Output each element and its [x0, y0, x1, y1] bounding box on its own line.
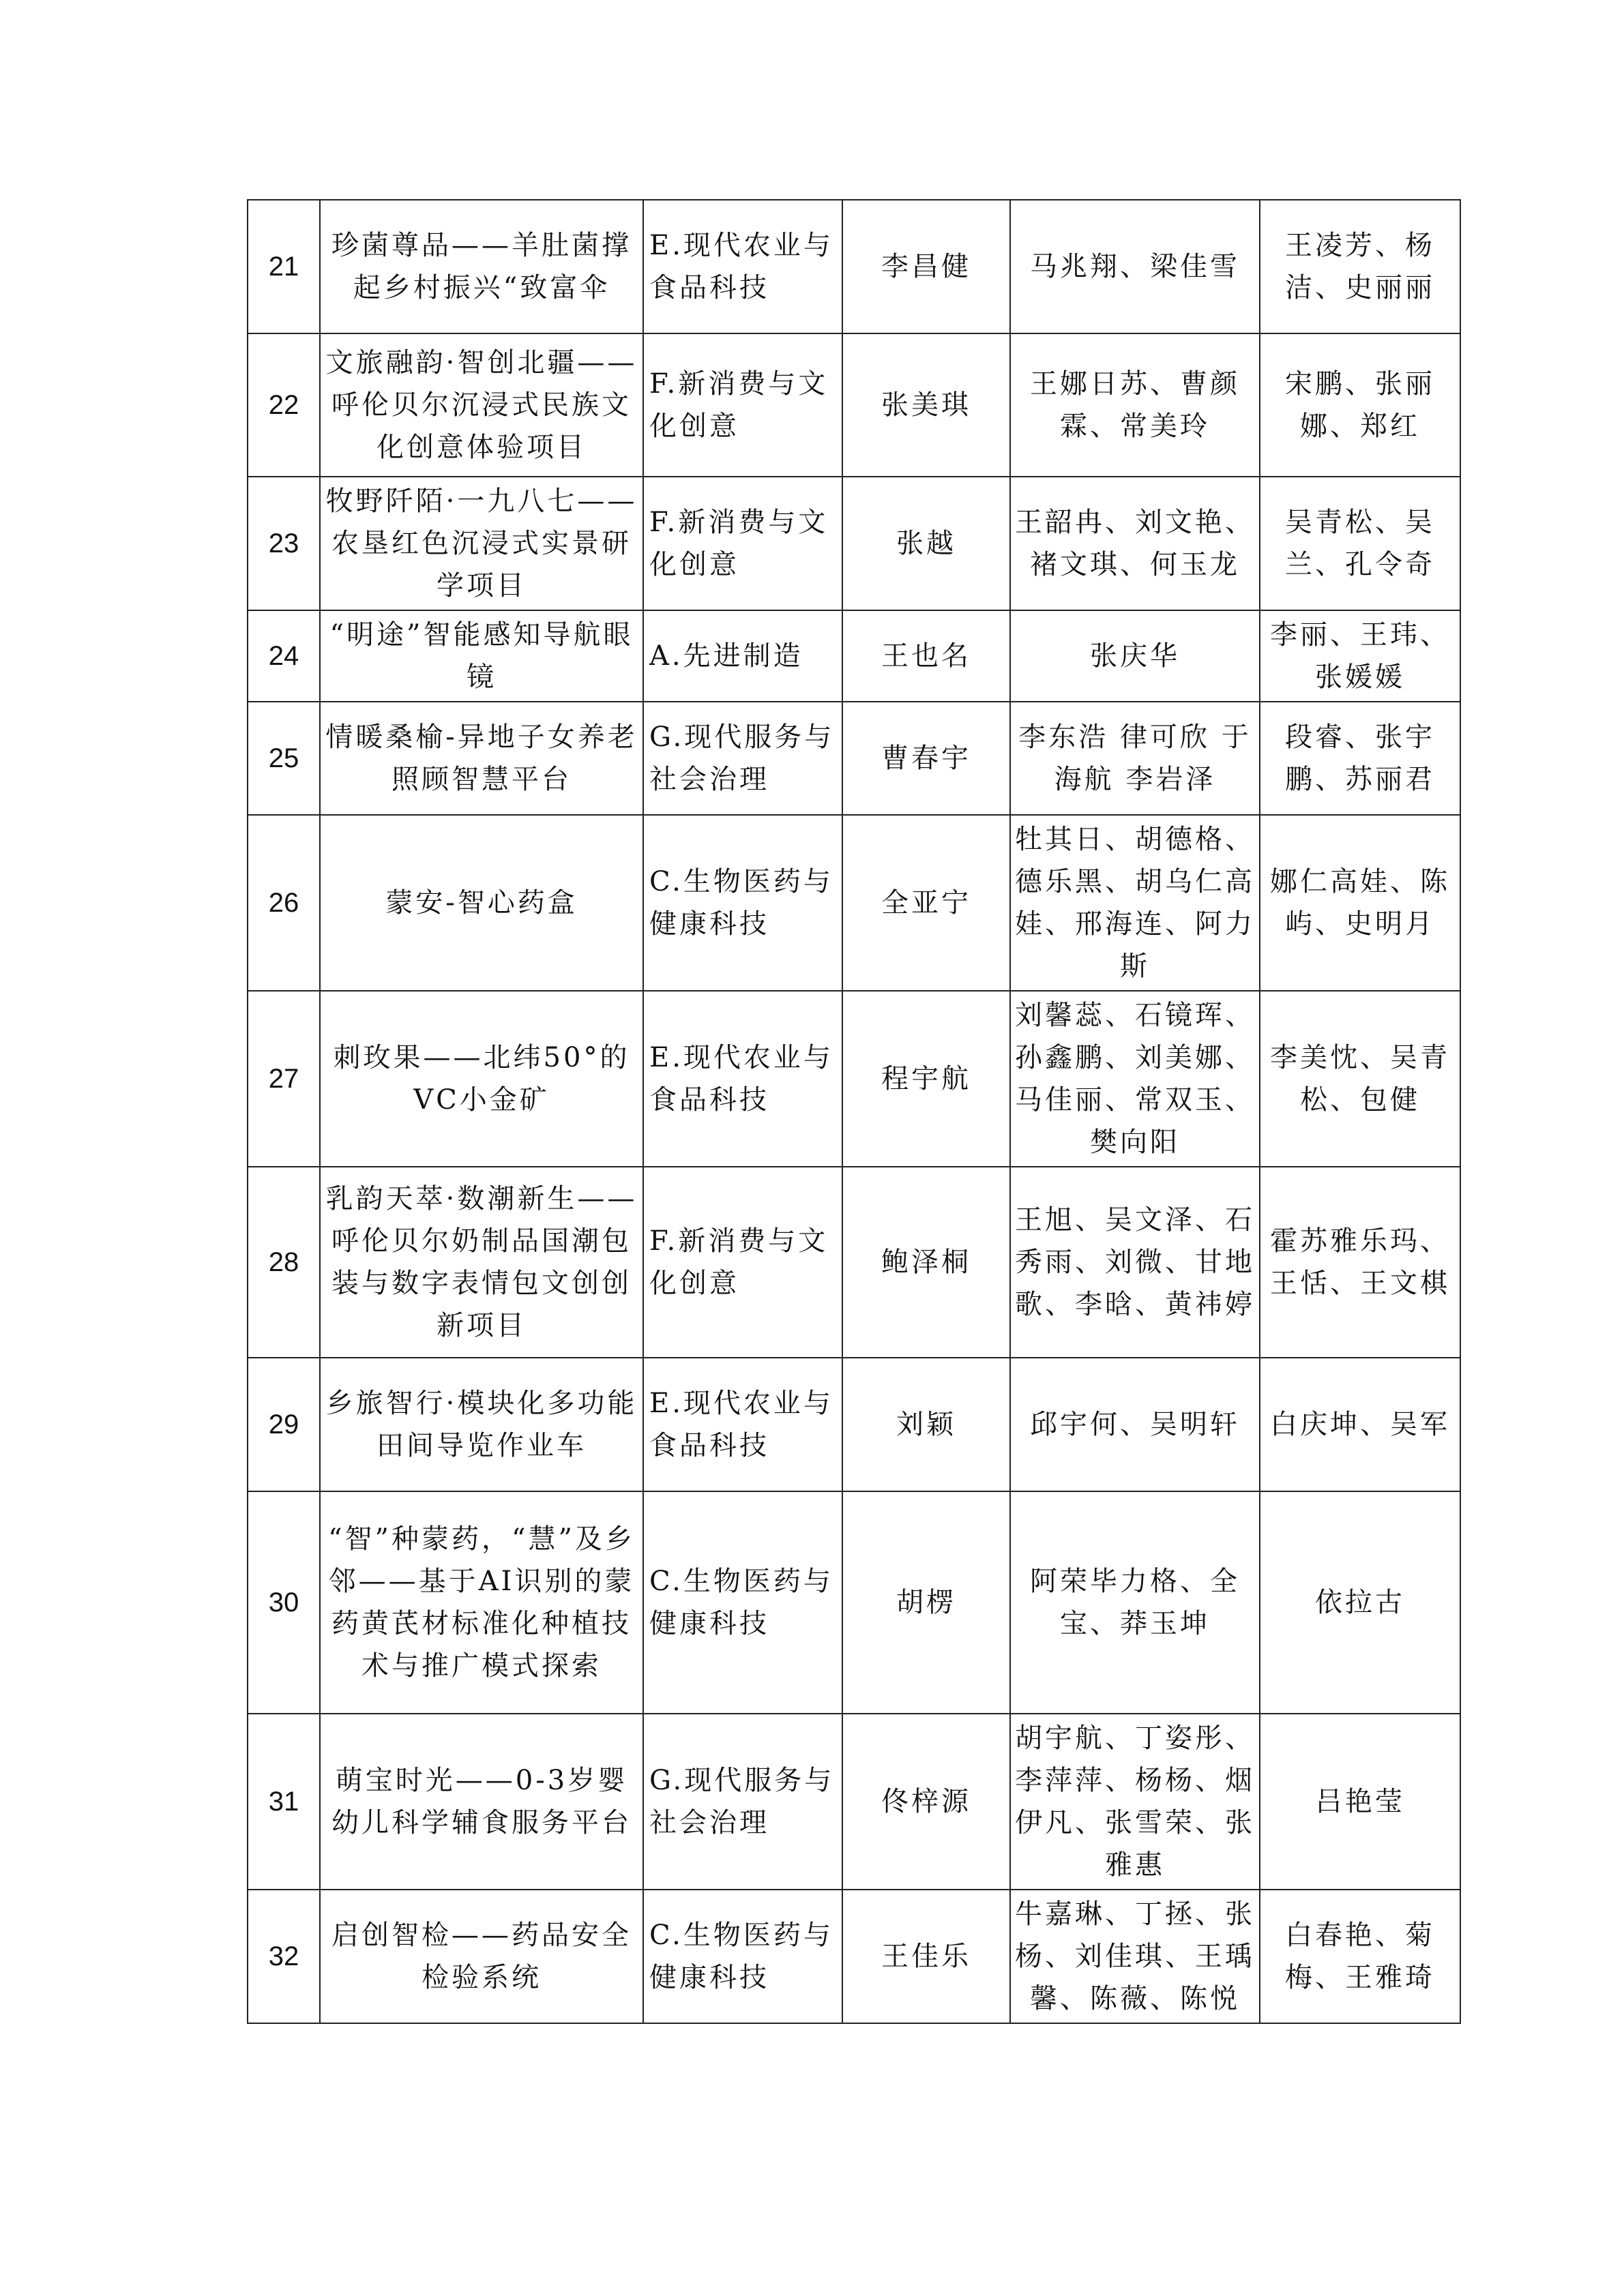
row-number: 23	[248, 477, 320, 610]
track-category: C.生物医药与健康科技	[643, 815, 842, 991]
advisors: 李美忱、吴青松、包健	[1260, 991, 1460, 1167]
project-name: “智”种蒙药，“慧”及乡邻——基于AI识别的蒙药黄芪材标准化种植技术与推广模式探索	[320, 1491, 643, 1714]
team-leader: 王也名	[842, 610, 1010, 702]
team-members: 王娜日苏、曹颜霖、常美玲	[1010, 333, 1260, 477]
project-name: 萌宝时光——0-3岁婴幼儿科学辅食服务平台	[320, 1714, 643, 1890]
team-leader: 张越	[842, 477, 1010, 610]
row-number: 30	[248, 1491, 320, 1714]
project-name: “明途”智能感知导航眼镜	[320, 610, 643, 702]
table-row	[248, 333, 1460, 477]
team-members: 李东浩 律可欣 于海航 李岩泽	[1010, 702, 1260, 815]
team-leader: 佟梓源	[842, 1714, 1010, 1890]
advisors: 吴青松、吴兰、孔令奇	[1260, 477, 1460, 610]
team-leader: 全亚宁	[842, 815, 1010, 991]
table-row	[248, 1167, 1460, 1358]
project-name: 蒙安-智心药盒	[320, 815, 643, 991]
row-number: 27	[248, 991, 320, 1167]
team-leader: 曹春宇	[842, 702, 1010, 815]
project-name: 启创智检——药品安全检验系统	[320, 1890, 643, 2023]
project-name: 乡旅智行·模块化多功能田间导览作业车	[320, 1358, 643, 1491]
team-leader: 刘颖	[842, 1358, 1010, 1491]
track-category: F.新消费与文化创意	[643, 477, 842, 610]
team-members: 胡宇航、丁姿彤、李萍萍、杨杨、烟伊凡、张雪荣、张雅惠	[1010, 1714, 1260, 1890]
table-row	[248, 991, 1460, 1167]
advisors: 段睿、张宇鹏、苏丽君	[1260, 702, 1460, 815]
track-category: E.现代农业与食品科技	[643, 991, 842, 1167]
team-members: 牛嘉琳、丁拯、张杨、刘佳琪、王瑀馨、陈薇、陈悦	[1010, 1890, 1260, 2023]
team-members: 牡其日、胡德格、德乐黑、胡乌仁高娃、邢海连、阿力斯	[1010, 815, 1260, 991]
project-name: 文旅融韵·智创北疆——呼伦贝尔沉浸式民族文化创意体验项目	[320, 333, 643, 477]
track-category: A.先进制造	[643, 610, 842, 702]
team-leader: 王佳乐	[842, 1890, 1010, 2023]
advisors: 宋鹏、张丽娜、郑红	[1260, 333, 1460, 477]
team-members: 马兆翔、梁佳雪	[1010, 200, 1260, 333]
row-number: 31	[248, 1714, 320, 1890]
team-members: 刘馨蕊、石镜珲、孙鑫鹏、刘美娜、马佳丽、常双玉、樊向阳	[1010, 991, 1260, 1167]
table-row	[248, 1491, 1460, 1714]
advisors: 王凌芳、杨洁、史丽丽	[1260, 200, 1460, 333]
row-number: 25	[248, 702, 320, 815]
track-category: F.新消费与文化创意	[643, 1167, 842, 1358]
track-category: E.现代农业与食品科技	[643, 200, 842, 333]
project-table-body	[248, 200, 1460, 2023]
team-leader: 李昌健	[842, 200, 1010, 333]
project-name: 珍菌尊品——羊肚菌撑起乡村振兴“致富伞	[320, 200, 643, 333]
track-category: C.生物医药与健康科技	[643, 1491, 842, 1714]
team-members: 邱宇何、吴明轩	[1010, 1358, 1260, 1491]
row-number: 22	[248, 333, 320, 477]
team-members: 王旭、吴文泽、石秀雨、刘微、甘地歌、李晗、黄祎婷	[1010, 1167, 1260, 1358]
advisors: 白庆坤、吴军	[1260, 1358, 1460, 1491]
project-name: 刺玫果——北纬50°的VC小金矿	[320, 991, 643, 1167]
project-table	[247, 199, 1461, 2024]
row-number: 29	[248, 1358, 320, 1491]
row-number: 21	[248, 200, 320, 333]
project-name: 情暖桑榆-异地子女养老照顾智慧平台	[320, 702, 643, 815]
table-row	[248, 702, 1460, 815]
team-leader: 胡楞	[842, 1491, 1010, 1714]
team-members: 阿荣毕力格、全宝、莽玉坤	[1010, 1491, 1260, 1714]
advisors: 李丽、王玮、张媛媛	[1260, 610, 1460, 702]
team-members: 张庆华	[1010, 610, 1260, 702]
advisors: 白春艳、菊梅、王雅琦	[1260, 1890, 1460, 2023]
table-row	[248, 200, 1460, 333]
team-leader: 张美琪	[842, 333, 1010, 477]
team-leader: 程宇航	[842, 991, 1010, 1167]
track-category: C.生物医药与健康科技	[643, 1890, 842, 2023]
team-leader: 鲍泽桐	[842, 1167, 1010, 1358]
advisors: 霍苏雅乐玛、王恬、王文棋	[1260, 1167, 1460, 1358]
table-row	[248, 477, 1460, 610]
row-number: 26	[248, 815, 320, 991]
row-number: 32	[248, 1890, 320, 2023]
track-category: G.现代服务与社会治理	[643, 702, 842, 815]
project-name: 牧野阡陌·一九八七——农垦红色沉浸式实景研学项目	[320, 477, 643, 610]
table-row	[248, 1358, 1460, 1491]
row-number: 24	[248, 610, 320, 702]
track-category: G.现代服务与社会治理	[643, 1714, 842, 1890]
table-row	[248, 1890, 1460, 2023]
project-name: 乳韵天萃·数潮新生——呼伦贝尔奶制品国潮包装与数字表情包文创创新项目	[320, 1167, 643, 1358]
track-category: F.新消费与文化创意	[643, 333, 842, 477]
row-number: 28	[248, 1167, 320, 1358]
advisors: 娜仁高娃、陈屿、史明月	[1260, 815, 1460, 991]
table-row	[248, 815, 1460, 991]
table-row	[248, 1714, 1460, 1890]
track-category: E.现代农业与食品科技	[643, 1358, 842, 1491]
advisors: 吕艳莹	[1260, 1714, 1460, 1890]
team-members: 王韶冉、刘文艳、褚文琪、何玉龙	[1010, 477, 1260, 610]
advisors: 依拉古	[1260, 1491, 1460, 1714]
table-row	[248, 610, 1460, 702]
